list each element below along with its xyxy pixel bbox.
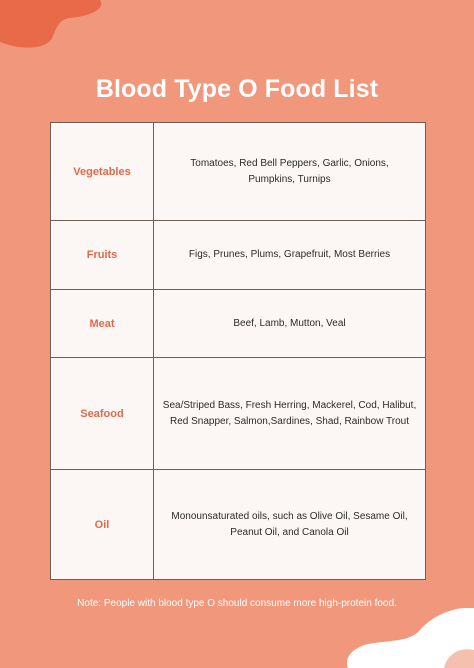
decorative-blob-top: [0, 0, 110, 50]
items-cell: [154, 358, 426, 470]
items-cell: [154, 470, 426, 580]
table-row-oil: [51, 470, 426, 580]
food-list-table: [50, 122, 426, 580]
items-line: Sea/Striped Bass, Fresh Herring, Mackerel, Cod, Halibut,: [162, 399, 417, 411]
table-row-seafood: [51, 358, 426, 470]
items-line: Monounsaturated oils, such as Olive Oil, Sesame Oil,: [171, 510, 408, 522]
footer-note: Note: People with blood type O should consume more high-protein food.: [77, 598, 397, 609]
items-cell: [154, 123, 426, 221]
items-line: Peanut Oil, and Canola Oil: [230, 526, 349, 538]
table-row-vegetables: [51, 123, 426, 221]
category-cell: Vegetables: [51, 123, 154, 221]
category-cell: Seafood: [51, 358, 154, 470]
table-row-fruits: [51, 221, 426, 290]
items-line: Beef, Lamb, Mutton, Veal: [233, 317, 346, 329]
decorative-blob-bottom: [344, 608, 474, 668]
items-line: Figs, Prunes, Plums, Grapefruit, Most Berries: [188, 249, 391, 260]
category-cell: Oil: [51, 470, 154, 580]
page-title: Blood Type O Food List: [95, 75, 379, 103]
items-line: Pumpkins, Turnips: [248, 173, 331, 185]
table-row-meat: [51, 290, 426, 358]
items-cell: [154, 290, 426, 358]
items-line: Red Snapper, Salmon,Sardines, Shad, Rainbow Trout: [169, 415, 410, 427]
items-line: Tomatoes, Red Bell Peppers, Garlic, Onions,: [190, 157, 389, 169]
category-cell: Meat: [51, 290, 154, 358]
category-cell: Fruits: [51, 221, 154, 290]
items-cell: [154, 221, 426, 290]
